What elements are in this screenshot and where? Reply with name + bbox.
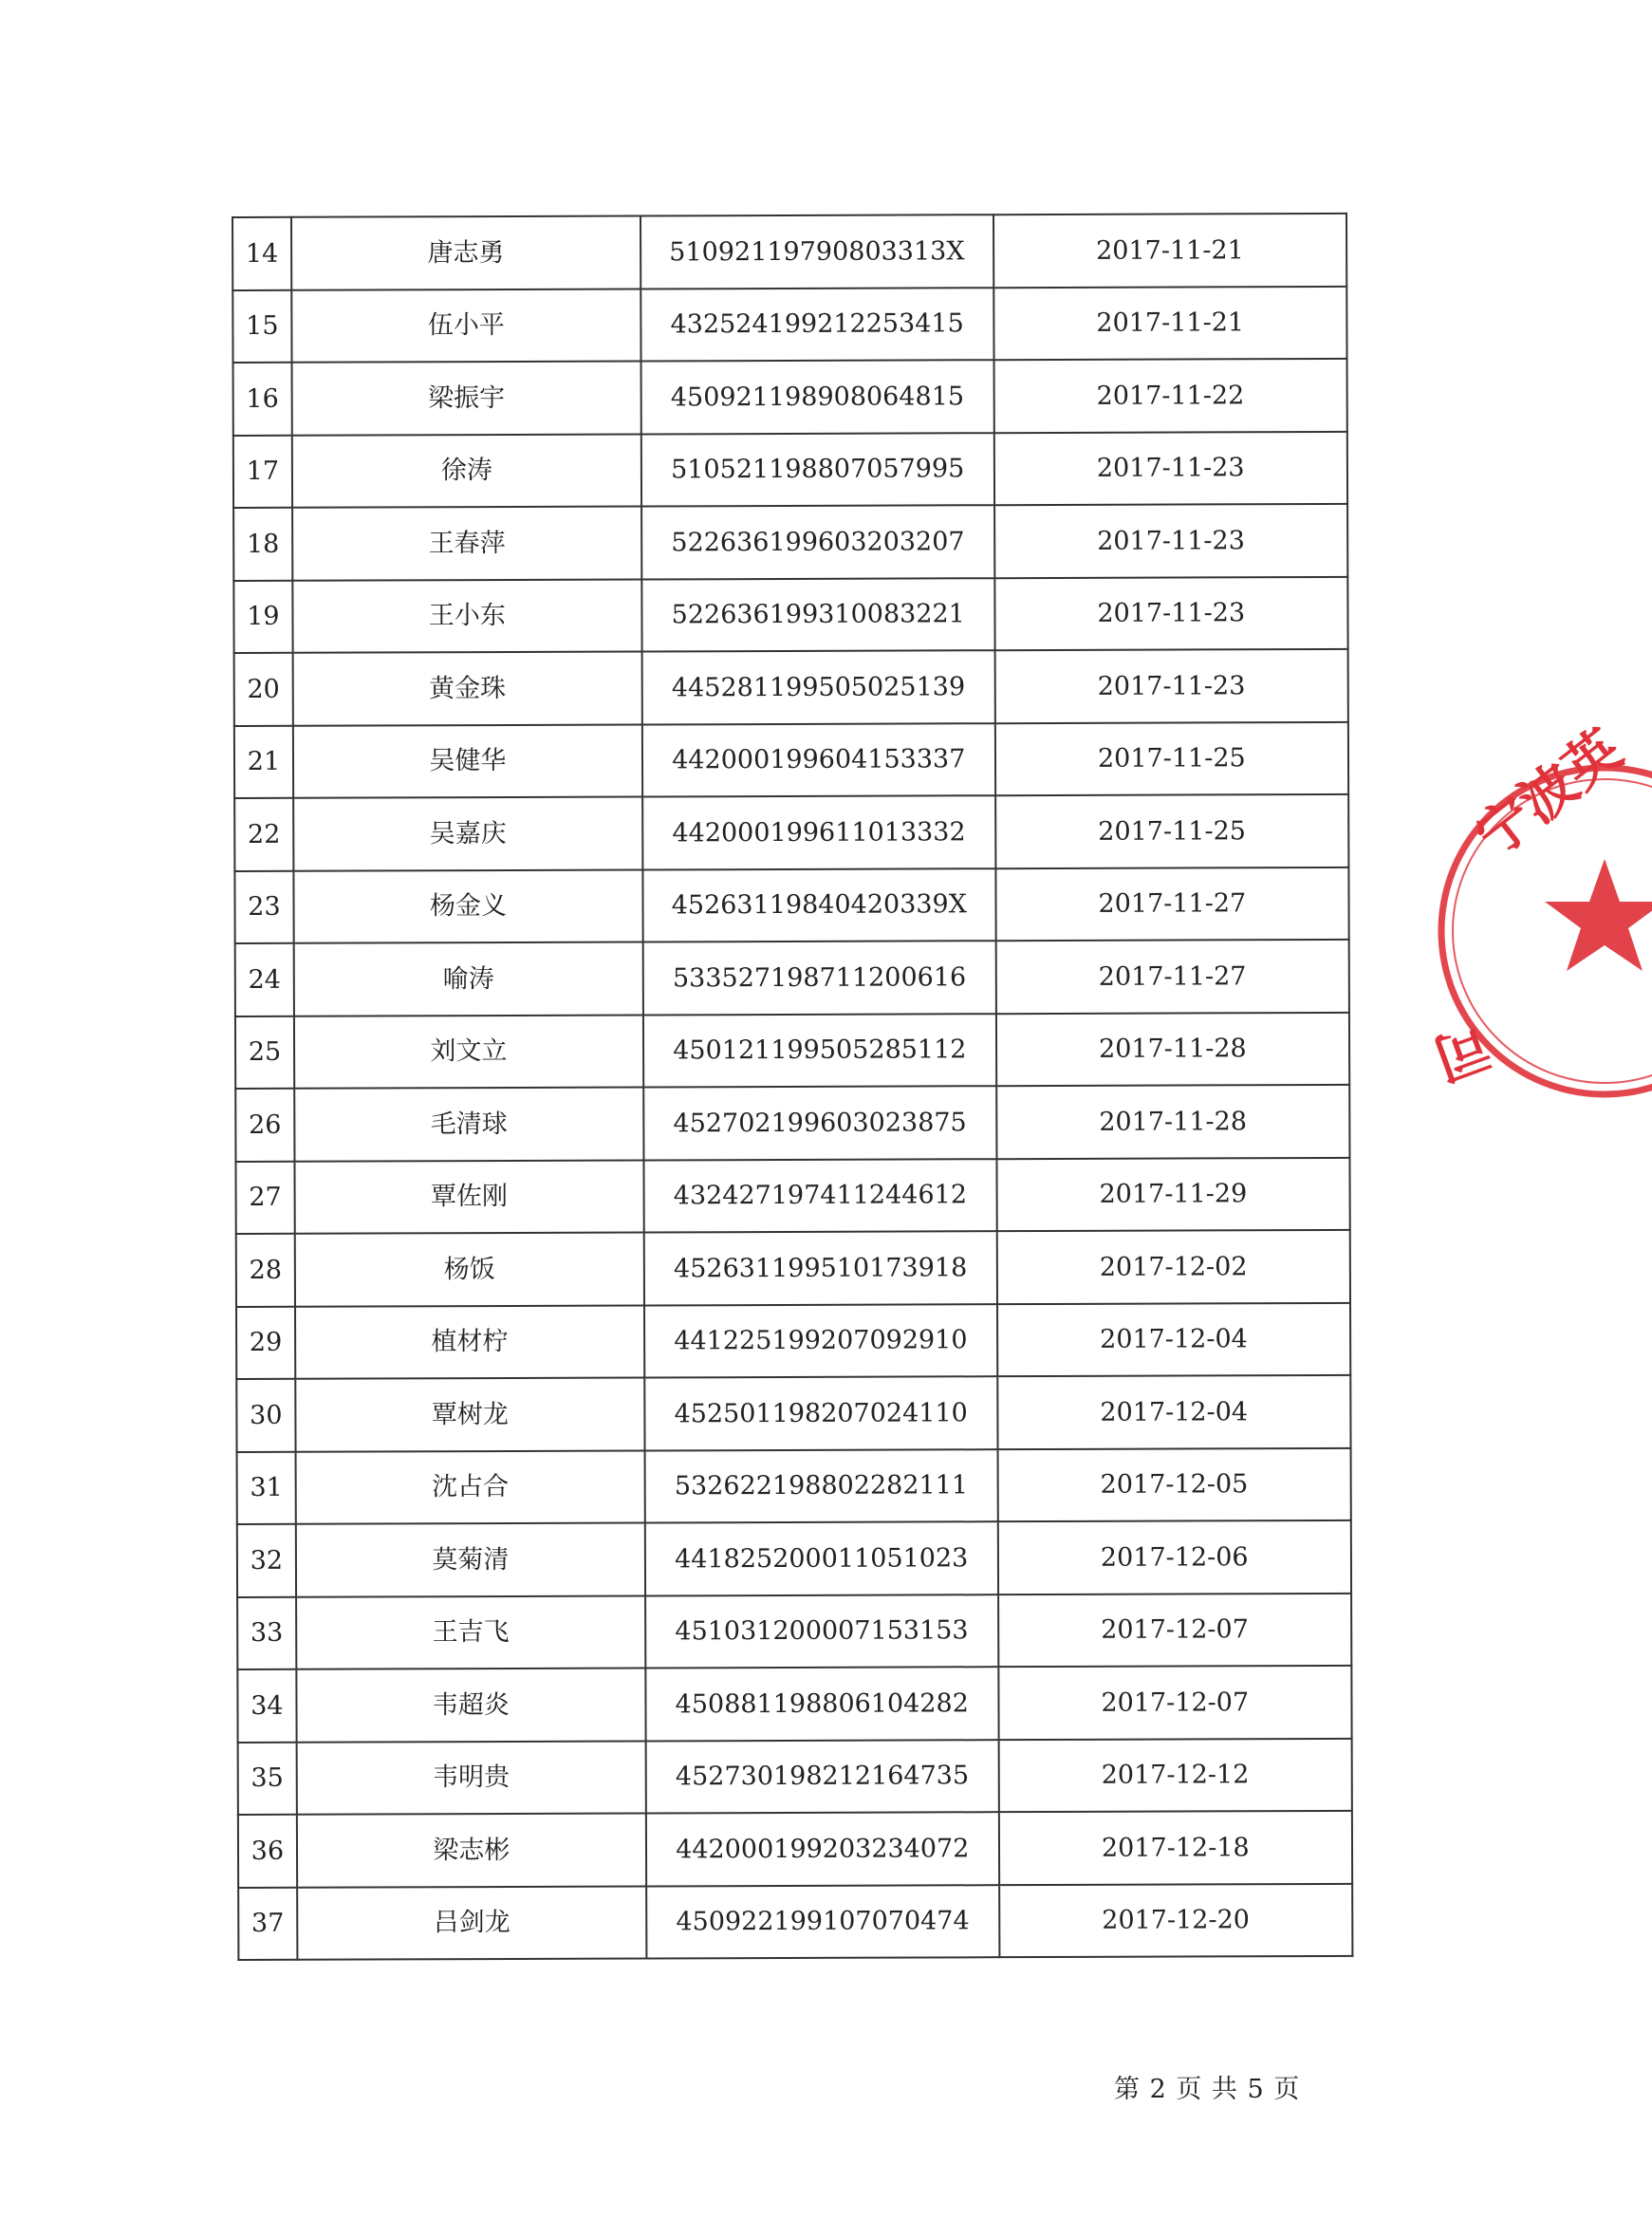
row-name-cell: 喻涛	[294, 942, 643, 1016]
row-date-cell: 2017-11-25	[994, 721, 1348, 795]
row-date-cell: 2017-12-04	[997, 1302, 1351, 1376]
row-id-number-cell: 451031200007153153	[645, 1594, 998, 1669]
row-seq-cell: 37	[238, 1887, 297, 1960]
row-id-number-cell: 450121199505285112	[643, 1014, 996, 1088]
row-seq-cell: 31	[237, 1451, 296, 1524]
row-seq-cell: 16	[233, 363, 292, 436]
table-row	[234, 721, 1348, 798]
table-row	[233, 431, 1347, 508]
seal-text-top: 宁波英	[1463, 717, 1634, 870]
row-id-number-cell: 532622198802282111	[644, 1449, 997, 1523]
row-name-cell: 植材柠	[295, 1305, 644, 1379]
row-id-number-cell: 442000199611013332	[642, 795, 995, 869]
star-icon	[1545, 859, 1652, 971]
row-seq-cell: 22	[234, 798, 293, 871]
row-date-cell: 2017-12-18	[998, 1811, 1352, 1885]
row-date-cell: 2017-11-21	[993, 214, 1347, 288]
row-id-number-cell: 442000199203234072	[646, 1812, 999, 1886]
row-name-cell: 吴嘉庆	[293, 796, 642, 870]
row-name-cell: 毛清球	[294, 1087, 643, 1161]
table-row	[237, 1593, 1351, 1669]
row-id-number-cell: 442000199604153337	[642, 723, 995, 797]
row-name-cell: 梁振宇	[291, 361, 640, 435]
table-row	[234, 649, 1348, 726]
company-seal	[1415, 717, 1652, 1103]
row-id-number-cell: 522636199310083221	[641, 578, 994, 652]
row-date-cell: 2017-12-07	[998, 1593, 1352, 1667]
row-date-cell: 2017-12-04	[997, 1375, 1351, 1449]
table-row	[238, 1738, 1352, 1815]
row-date-cell: 2017-11-21	[993, 286, 1347, 360]
record-table	[232, 213, 1353, 1961]
row-seq-cell: 25	[235, 1016, 294, 1089]
row-seq-cell: 21	[234, 725, 293, 798]
page-number: 第 2 页 共 5 页	[1114, 2075, 1301, 2104]
table-row	[236, 1375, 1350, 1452]
row-date-cell: 2017-12-12	[998, 1738, 1352, 1812]
row-seq-cell: 33	[237, 1596, 296, 1669]
row-id-number-cell: 441825200011051023	[645, 1521, 998, 1595]
table-row	[237, 1520, 1351, 1597]
row-name-cell: 覃树龙	[295, 1377, 644, 1451]
table-row	[235, 940, 1349, 1016]
table-row	[237, 1447, 1351, 1524]
row-seq-cell: 15	[232, 289, 291, 363]
table-row	[234, 794, 1348, 871]
table-row	[233, 576, 1347, 653]
row-seq-cell: 35	[238, 1742, 297, 1815]
row-date-cell: 2017-11-27	[995, 940, 1349, 1014]
row-name-cell: 沈占合	[295, 1450, 644, 1524]
row-date-cell: 2017-11-27	[995, 867, 1349, 941]
row-id-number-cell: 445281199505025139	[642, 650, 995, 724]
row-seq-cell: 26	[235, 1089, 294, 1162]
row-id-number-cell: 51092119790803313X	[640, 214, 993, 289]
table-row	[238, 1883, 1352, 1960]
row-id-number-cell: 450921198908064815	[640, 360, 993, 434]
row-seq-cell: 20	[234, 653, 293, 726]
row-seq-cell: 23	[234, 870, 293, 943]
row-date-cell: 2017-11-23	[994, 649, 1348, 723]
row-name-cell: 伍小平	[291, 289, 640, 363]
table-row	[233, 359, 1347, 436]
row-id-number-cell: 441225199207092910	[644, 1304, 997, 1378]
row-id-number-cell: 452702199603023875	[643, 1086, 996, 1160]
row-name-cell: 莫菊清	[296, 1522, 645, 1596]
row-id-number-cell: 45263119840420339X	[642, 868, 995, 942]
row-name-cell: 韦超炎	[296, 1668, 645, 1742]
row-id-number-cell: 522636199603203207	[641, 505, 994, 579]
table-row	[235, 1157, 1349, 1234]
row-name-cell: 覃佐刚	[294, 1160, 643, 1234]
row-id-number-cell: 452631199510173918	[644, 1231, 997, 1305]
row-name-cell: 唐志勇	[291, 215, 640, 289]
row-id-number-cell: 452501198207024110	[644, 1376, 997, 1450]
table-row	[237, 1666, 1351, 1743]
row-date-cell: 2017-12-06	[997, 1520, 1351, 1594]
row-date-cell: 2017-11-22	[993, 359, 1347, 433]
table-body	[232, 214, 1352, 1960]
row-seq-cell: 14	[232, 217, 291, 290]
row-name-cell: 梁志彬	[297, 1813, 646, 1887]
row-name-cell: 徐涛	[292, 434, 641, 508]
row-date-cell: 2017-11-28	[996, 1012, 1350, 1086]
row-name-cell: 王小东	[292, 579, 641, 653]
row-seq-cell: 36	[238, 1815, 297, 1888]
seal-text-bottom: 司	[1424, 1012, 1499, 1092]
row-id-number-cell: 450881198806104282	[645, 1667, 998, 1741]
table-row	[234, 867, 1348, 943]
table-row	[235, 1085, 1349, 1162]
row-date-cell: 2017-11-29	[996, 1157, 1350, 1231]
row-name-cell: 吴健华	[293, 724, 642, 798]
row-date-cell: 2017-12-02	[996, 1230, 1350, 1304]
row-seq-cell: 29	[236, 1306, 295, 1379]
row-seq-cell: 32	[237, 1524, 296, 1597]
row-seq-cell: 27	[235, 1161, 294, 1234]
table-row	[235, 1012, 1349, 1089]
row-date-cell: 2017-12-07	[998, 1666, 1352, 1740]
row-name-cell: 王吉飞	[296, 1595, 645, 1669]
row-id-number-cell: 432427197411244612	[643, 1159, 996, 1233]
row-seq-cell: 17	[233, 435, 292, 508]
table-row	[232, 214, 1346, 290]
row-id-number-cell: 452730198212164735	[646, 1740, 999, 1814]
row-date-cell: 2017-11-23	[994, 504, 1348, 578]
row-name-cell: 王春萍	[292, 506, 641, 580]
row-name-cell: 杨金义	[293, 869, 642, 943]
table-row	[236, 1302, 1350, 1379]
row-seq-cell: 28	[236, 1234, 295, 1307]
row-seq-cell: 19	[233, 580, 292, 653]
row-id-number-cell: 450922199107070474	[646, 1885, 999, 1959]
row-date-cell: 2017-11-25	[995, 794, 1349, 868]
row-seq-cell: 34	[237, 1669, 296, 1743]
seal-graphic	[1415, 717, 1652, 1103]
row-seq-cell: 24	[235, 943, 294, 1016]
row-name-cell: 吕剑龙	[297, 1886, 646, 1960]
table-row	[233, 504, 1347, 581]
table-row	[238, 1811, 1352, 1888]
row-date-cell: 2017-12-05	[997, 1447, 1351, 1521]
row-date-cell: 2017-12-20	[999, 1883, 1353, 1957]
row-name-cell: 杨饭	[295, 1232, 644, 1306]
row-name-cell: 黄金珠	[292, 651, 641, 725]
row-date-cell: 2017-11-23	[993, 431, 1347, 505]
row-id-number-cell: 533527198711200616	[643, 941, 996, 1015]
row-id-number-cell: 510521198807057995	[641, 433, 994, 507]
row-name-cell: 刘文立	[294, 1015, 643, 1089]
row-name-cell: 韦明贵	[296, 1741, 645, 1815]
table-row	[232, 286, 1346, 363]
table-row	[236, 1230, 1350, 1307]
row-date-cell: 2017-11-23	[994, 576, 1348, 650]
row-id-number-cell: 432524199212253415	[640, 288, 993, 362]
row-date-cell: 2017-11-28	[996, 1085, 1350, 1159]
row-seq-cell: 30	[236, 1379, 295, 1452]
row-seq-cell: 18	[233, 508, 292, 581]
